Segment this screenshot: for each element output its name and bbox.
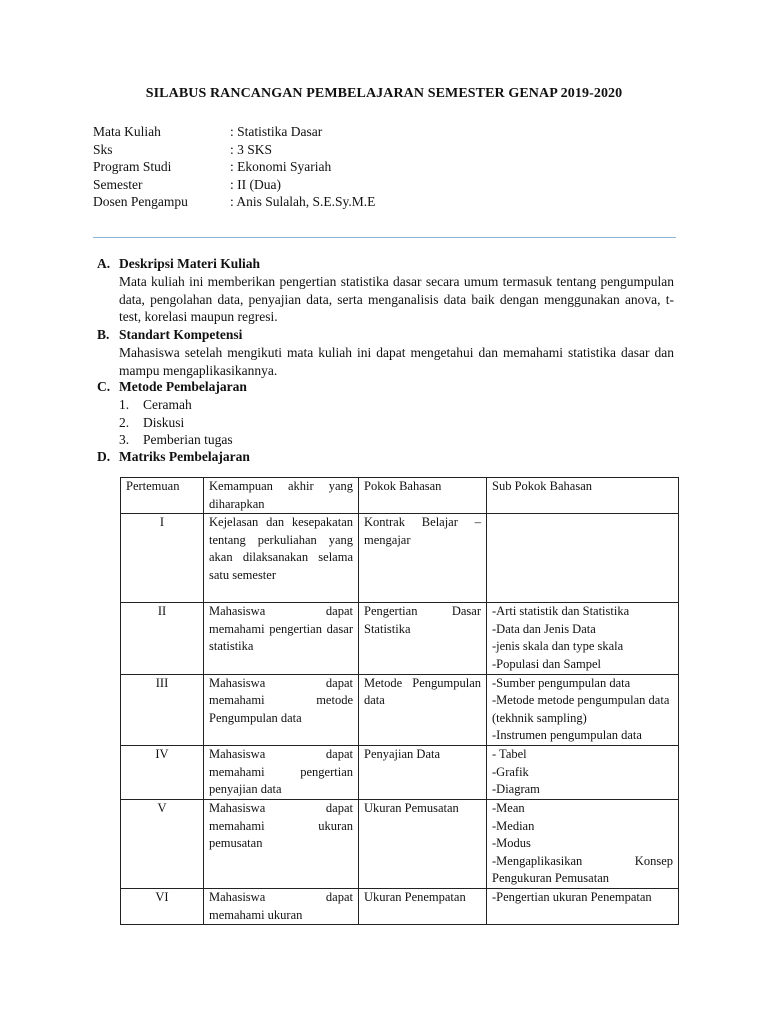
info-label: Sks <box>93 141 113 157</box>
column-header: Pokok Bahasan <box>359 478 487 514</box>
list-text: Diskusi <box>143 414 185 430</box>
sub-topic: -Median <box>492 818 535 833</box>
cell-pokok-bahasan: Ukuran Pemusatan <box>359 799 487 888</box>
table-row <box>121 514 679 603</box>
section-b-heading <box>97 326 242 344</box>
cell-sub-pokok-bahasan <box>487 745 679 799</box>
sub-topic: -Modus <box>492 836 531 851</box>
list-number: 1. <box>119 397 130 412</box>
info-value: : Anis Sulalah, S.E.Sy.M.E <box>230 194 376 210</box>
course-info <box>93 123 375 211</box>
info-row-sks <box>93 141 375 159</box>
cell-sub-pokok-bahasan <box>487 888 679 924</box>
info-row-mata-kuliah <box>93 123 375 141</box>
table-row <box>121 603 679 674</box>
table-header-row <box>121 478 679 514</box>
list-number: 3. <box>119 432 130 448</box>
sub-topic: -Sumber pengumpulan data <box>492 675 631 690</box>
section-title: Deskripsi Materi Kuliah <box>119 256 260 271</box>
section-letter: D. <box>97 449 111 464</box>
cell-sub-pokok-bahasan <box>487 514 679 603</box>
cell-pertemuan: VI <box>121 888 204 924</box>
sub-topic: -Mean <box>492 800 525 815</box>
table-row <box>121 745 679 799</box>
cell-kemampuan: Mahasiswa dapat memahami metode Pengumpulan data <box>204 674 359 745</box>
list-text: Ceramah <box>143 397 192 412</box>
cell-pokok-bahasan: Ukuran Penempatan <box>359 888 487 924</box>
document-title: SILABUS RANCANGAN PEMBELAJARAN SEMESTER GENAP 2019-2020 <box>145 86 623 101</box>
cell-sub-pokok-bahasan <box>487 799 679 888</box>
section-title: Matriks Pembelajaran <box>119 449 250 464</box>
sub-topic: -Populasi dan Sampel <box>492 656 602 671</box>
section-c-heading <box>97 378 247 396</box>
column-header: Pertemuan <box>121 478 204 514</box>
cell-pokok-bahasan: Penyajian Data <box>359 745 487 799</box>
cell-kemampuan: Mahasiswa dapat memahami pengertian penyajian data <box>204 745 359 799</box>
sub-topic: -Grafik <box>492 764 529 779</box>
section-a-text: Mata kuliah ini memberikan pengertian statistika dasar secara umum termasuk tentang pengumpulan data, pengolahan data, penyajian data, serta menganalisis data baik dengan menggunakan anova, t-test, korelasi maupun regresi. <box>119 274 674 325</box>
section-a-heading <box>97 255 260 273</box>
cell-kemampuan: Mahasiswa dapat memahami ukuran <box>204 888 359 924</box>
sub-topic: -Arti statistik dan Statistika <box>492 604 630 619</box>
list-text: Pemberian tugas <box>143 432 233 448</box>
cell-pertemuan: IV <box>121 745 204 799</box>
info-value: : II (Dua) <box>230 176 281 192</box>
info-row-semester <box>93 176 375 194</box>
horizontal-divider <box>93 237 676 238</box>
cell-pokok-bahasan: Pengertian Dasar Statistika <box>359 603 487 674</box>
section-b-text: Mahasiswa setelah mengikuti mata kuliah ini dapat mengetahui dan memahami statistika dasar dan mampu mengaplikasikannya. <box>119 345 674 378</box>
cell-kemampuan: Mahasiswa dapat memahami ukuran pemusatan <box>204 799 359 888</box>
method-list <box>119 396 233 449</box>
sub-topic: -Metode metode pengumpulan data (tekhnik sampling) <box>492 693 670 725</box>
sub-topic: -Data dan Jenis Data <box>492 621 596 636</box>
table-row <box>121 799 679 888</box>
info-value: : 3 SKS <box>230 141 273 157</box>
table-row <box>121 888 679 924</box>
info-value: : Statistika Dasar <box>230 124 323 139</box>
cell-sub-pokok-bahasan <box>487 603 679 674</box>
info-row-dosen-pengampu <box>93 193 375 211</box>
info-label: Mata Kuliah <box>93 124 161 139</box>
column-header: Kemampuan akhir yang diharapkan <box>204 478 359 514</box>
cell-kemampuan: Mahasiswa dapat memahami pengertian dasar statistika <box>204 603 359 674</box>
list-item <box>119 431 233 449</box>
section-letter: A. <box>97 256 111 271</box>
section-title: Standart Kompetensi <box>119 327 243 342</box>
table-row <box>121 674 679 745</box>
section-title: Metode Pembelajaran <box>119 379 247 394</box>
cell-pertemuan: V <box>121 799 204 888</box>
section-letter: C. <box>97 379 111 394</box>
sub-topic: - Tabel <box>492 746 527 761</box>
column-header: Sub Pokok Bahasan <box>487 478 679 514</box>
info-label: Dosen Pengampu <box>93 194 188 210</box>
cell-kemampuan: Kejelasan dan kesepakatan tentang perkuliahan yang akan dilaksanakan selama satu semester <box>204 514 359 603</box>
cell-pertemuan: II <box>121 603 204 674</box>
cell-pokok-bahasan: Metode Pengumpulan data <box>359 674 487 745</box>
cell-sub-pokok-bahasan <box>487 674 679 745</box>
list-item <box>119 414 233 432</box>
list-number: 2. <box>119 414 130 430</box>
section-letter: B. <box>97 327 110 342</box>
sub-topic: -Mengaplikasikan Konsep Pengukuran Pemusatan <box>492 853 673 886</box>
info-value: : Ekonomi Syariah <box>230 159 332 175</box>
cell-pertemuan: III <box>121 674 204 745</box>
sub-topic: -Instrumen pengumpulan data <box>492 728 642 743</box>
list-item <box>119 396 233 414</box>
info-row-program-studi <box>93 158 375 176</box>
learning-matrix-table <box>120 477 679 925</box>
sub-topic: -Diagram <box>492 782 540 797</box>
cell-pertemuan: I <box>121 514 204 603</box>
sub-topic: -jenis skala dan type skala <box>492 639 624 654</box>
cell-pokok-bahasan: Kontrak Belajar – mengajar <box>359 514 487 603</box>
info-label: Program Studi <box>93 159 172 175</box>
sub-topic: -Pengertian ukuran Penempatan <box>492 889 652 904</box>
info-label: Semester <box>93 176 143 192</box>
section-d-heading <box>97 448 250 466</box>
